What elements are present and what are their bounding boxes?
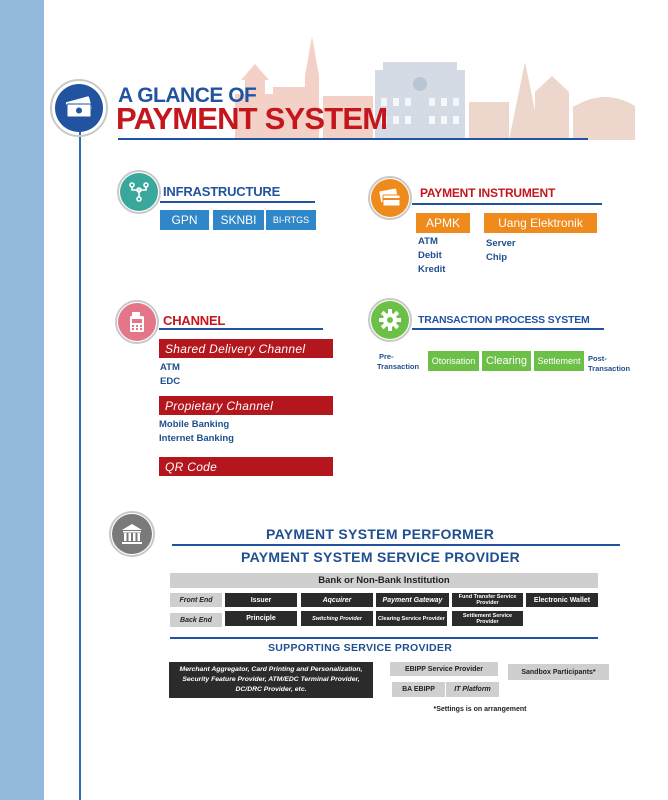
sandbox-participants: Sandbox Participants* [508,664,609,680]
performer-title: PAYMENT SYSTEM PERFORMER [266,526,495,542]
title-line-2: PAYMENT SYSTEM [116,101,388,136]
sidebar-band [0,0,44,800]
electronic-wallet: Electronic Wallet [526,593,598,607]
payment-instrument-rule [412,203,602,205]
payment-instrument-title: PAYMENT INSTRUMENT [420,186,556,200]
pre-transaction-label-2: Transaction [377,362,420,371]
performer-rule [172,544,620,546]
edc-terminal-icon [118,303,156,341]
ue-item-chip: Chip [486,252,508,263]
settings-note: *Settings is on arrangement [433,705,527,713]
network-icon [120,173,158,211]
apmk-chip: APMK [416,213,470,233]
uang-elektronik-chip: Uang Elektronik [484,213,597,233]
infrastructure-rule [160,201,315,203]
bank-building-icon [112,514,152,554]
transaction-title: TRANSACTION PROCESS SYSTEM [418,314,590,326]
front-acquirer: Aqcuirer [301,593,373,607]
back-end-label: Back End [170,613,222,627]
proprietary-item-mobile-banking: Mobile Banking [159,419,230,430]
step-otorisation: Otorisation [428,351,479,371]
title-underline [118,138,588,140]
front-issuer: Issuer [225,593,297,607]
money-icon [55,84,103,132]
apmk-item-atm: ATM [418,236,438,247]
back-clearing: Clearing Service Provider [376,611,447,626]
ba-ebipp: BA EBIPP [392,682,445,697]
post-transaction-label-1: Post- [588,354,607,363]
infrastructure-title: INFRASTRUCTURE [163,184,281,199]
supporting-title: SUPPORTING SERVICE PROVIDER [268,642,453,654]
transaction-rule [412,328,604,330]
shared-item-atm: ATM [160,362,180,373]
cards-icon [371,179,409,217]
ebipp-service-provider: EBIPP Service Provider [390,662,498,676]
channel-rule [159,328,323,330]
post-transaction-label-2: Transaction [588,364,631,373]
it-platform: IT Platform [446,682,499,697]
back-principle: Principle [225,611,297,626]
proprietary-channel-bar: Propietary Channel [159,396,333,415]
proprietary-item-internet-banking: Internet Banking [159,433,234,444]
infra-chip-sknbi: SKNBI [213,210,264,230]
service-provider-title: PAYMENT SYSTEM SERVICE PROVIDER [241,549,520,565]
qr-code-bar: QR Code [159,457,333,476]
apmk-item-debit: Debit [418,250,442,261]
shared-delivery-channel-bar: Shared Delivery Channel [159,339,333,358]
front-fund-transfer: Fund Transfer Service Provider [452,593,523,607]
bank-institution-bar: Bank or Non-Bank Institution [170,573,598,588]
timeline-line [79,128,81,800]
channel-title: CHANNEL [163,313,226,328]
title-line-1: A GLANCE OF [118,84,257,107]
apmk-item-kredit: Kredit [418,264,446,275]
ue-item-server: Server [486,238,516,249]
step-settlement: Settlement [534,351,584,371]
step-clearing: Clearing [482,351,531,371]
back-switching: Switching Provider [301,611,373,626]
infra-chip-bi-rtgs: BI-RTGS [266,210,316,230]
gear-icon [371,301,409,339]
merchant-aggregator-box: Merchant Aggregator, Card Printing and Personalization, Security Feature Provider, ATM/EDC Terminal Provider, DC/DRC Provider, etc. [169,662,373,698]
front-end-label: Front End [170,593,222,607]
front-payment-gateway: Payment Gateway [376,593,449,607]
supporting-rule [170,637,598,639]
pre-transaction-label-1: Pre- [379,352,394,361]
shared-item-edc: EDC [160,376,181,387]
infra-chip-gpn: GPN [160,210,209,230]
back-settlement: Settlement Service Provider [452,611,523,626]
